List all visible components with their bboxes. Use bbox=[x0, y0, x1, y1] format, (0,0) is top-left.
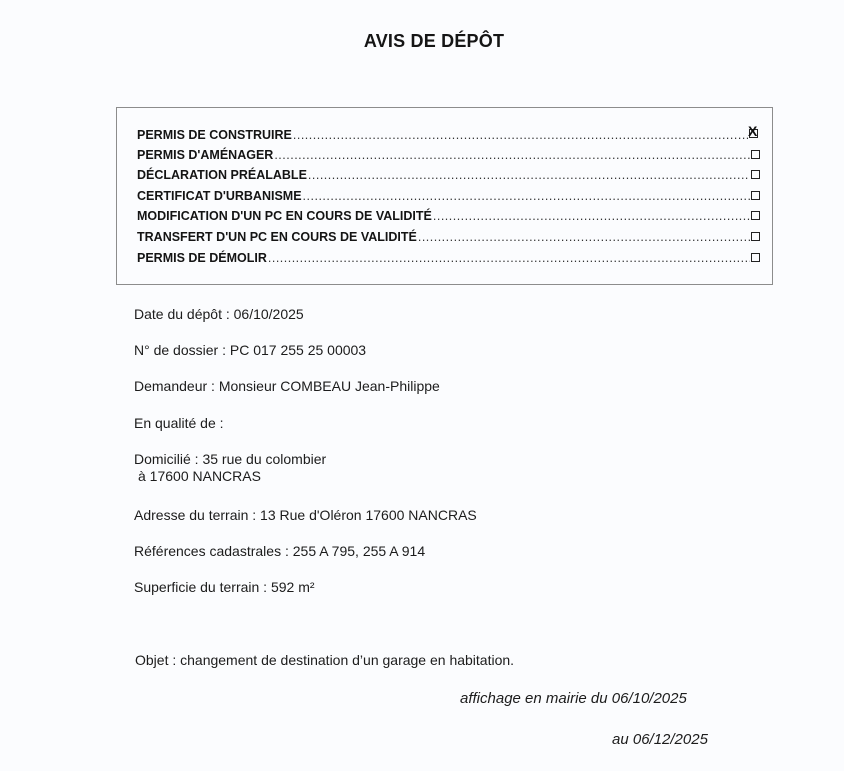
checkbox[interactable] bbox=[751, 253, 760, 262]
dossier-number: N° de dossier : PC 017 255 25 00003 bbox=[134, 342, 367, 358]
checkbox[interactable] bbox=[751, 211, 760, 220]
domicile-line-2: à 17600 NANCRAS bbox=[138, 468, 261, 484]
permit-row bbox=[137, 168, 760, 189]
deposit-date: Date du dépôt : 06/10/2025 bbox=[134, 306, 304, 322]
posting-date-from: affichage en mairie du 06/10/2025 bbox=[460, 690, 687, 707]
applicant: Demandeur : Monsieur COMBEAU Jean-Philippe bbox=[134, 378, 440, 394]
leader-dots bbox=[268, 251, 750, 265]
permit-row bbox=[137, 209, 760, 230]
permit-row bbox=[137, 251, 760, 272]
permit-label: MODIFICATION D'UN PC EN COURS DE VALIDITÉ bbox=[137, 209, 432, 224]
leader-dots bbox=[308, 168, 750, 182]
checked-checkbox[interactable] bbox=[748, 123, 760, 140]
applicant-capacity: En qualité de : bbox=[134, 415, 224, 431]
permit-row bbox=[137, 189, 760, 210]
check-mark: X bbox=[748, 123, 758, 139]
document-title: AVIS DE DÉPÔT bbox=[363, 31, 505, 51]
cadastral-references: Références cadastrales : 255 A 795, 255 A 914 bbox=[134, 543, 426, 559]
checkbox[interactable] bbox=[751, 232, 760, 241]
leader-dots bbox=[418, 230, 750, 244]
posting-date-to: au 06/12/2025 bbox=[612, 731, 708, 748]
permit-row bbox=[137, 230, 760, 251]
leader-dots bbox=[274, 148, 750, 162]
checkbox[interactable] bbox=[751, 191, 760, 200]
permit-type-box bbox=[116, 107, 773, 285]
domicile-line-1: Domicilié : 35 rue du colombier bbox=[134, 451, 327, 467]
permit-type-list bbox=[137, 123, 760, 271]
permit-label: DÉCLARATION PRÉALABLE bbox=[137, 168, 307, 183]
land-address: Adresse du terrain : 13 Rue d'Oléron 17600 NANCRAS bbox=[134, 507, 477, 523]
leader-dots bbox=[303, 189, 750, 203]
permit-label: PERMIS DE CONSTRUIRE bbox=[137, 128, 292, 142]
project-object: Objet : changement de destination d’un garage en habitation. bbox=[135, 652, 515, 668]
permit-row bbox=[137, 148, 760, 169]
checkbox[interactable] bbox=[751, 170, 760, 179]
permit-label: TRANSFERT D'UN PC EN COURS DE VALIDITÉ bbox=[137, 229, 417, 244]
permit-label: PERMIS DE DÉMOLIR bbox=[137, 250, 267, 265]
permit-row bbox=[137, 123, 760, 148]
leader-dots bbox=[293, 128, 748, 142]
permit-label: CERTIFICAT D'URBANISME bbox=[137, 188, 302, 203]
checkbox[interactable] bbox=[751, 150, 760, 159]
leader-dots bbox=[433, 209, 750, 223]
permit-label: PERMIS D'AMÉNAGER bbox=[137, 147, 274, 162]
land-area: Superficie du terrain : 592 m² bbox=[134, 579, 315, 595]
